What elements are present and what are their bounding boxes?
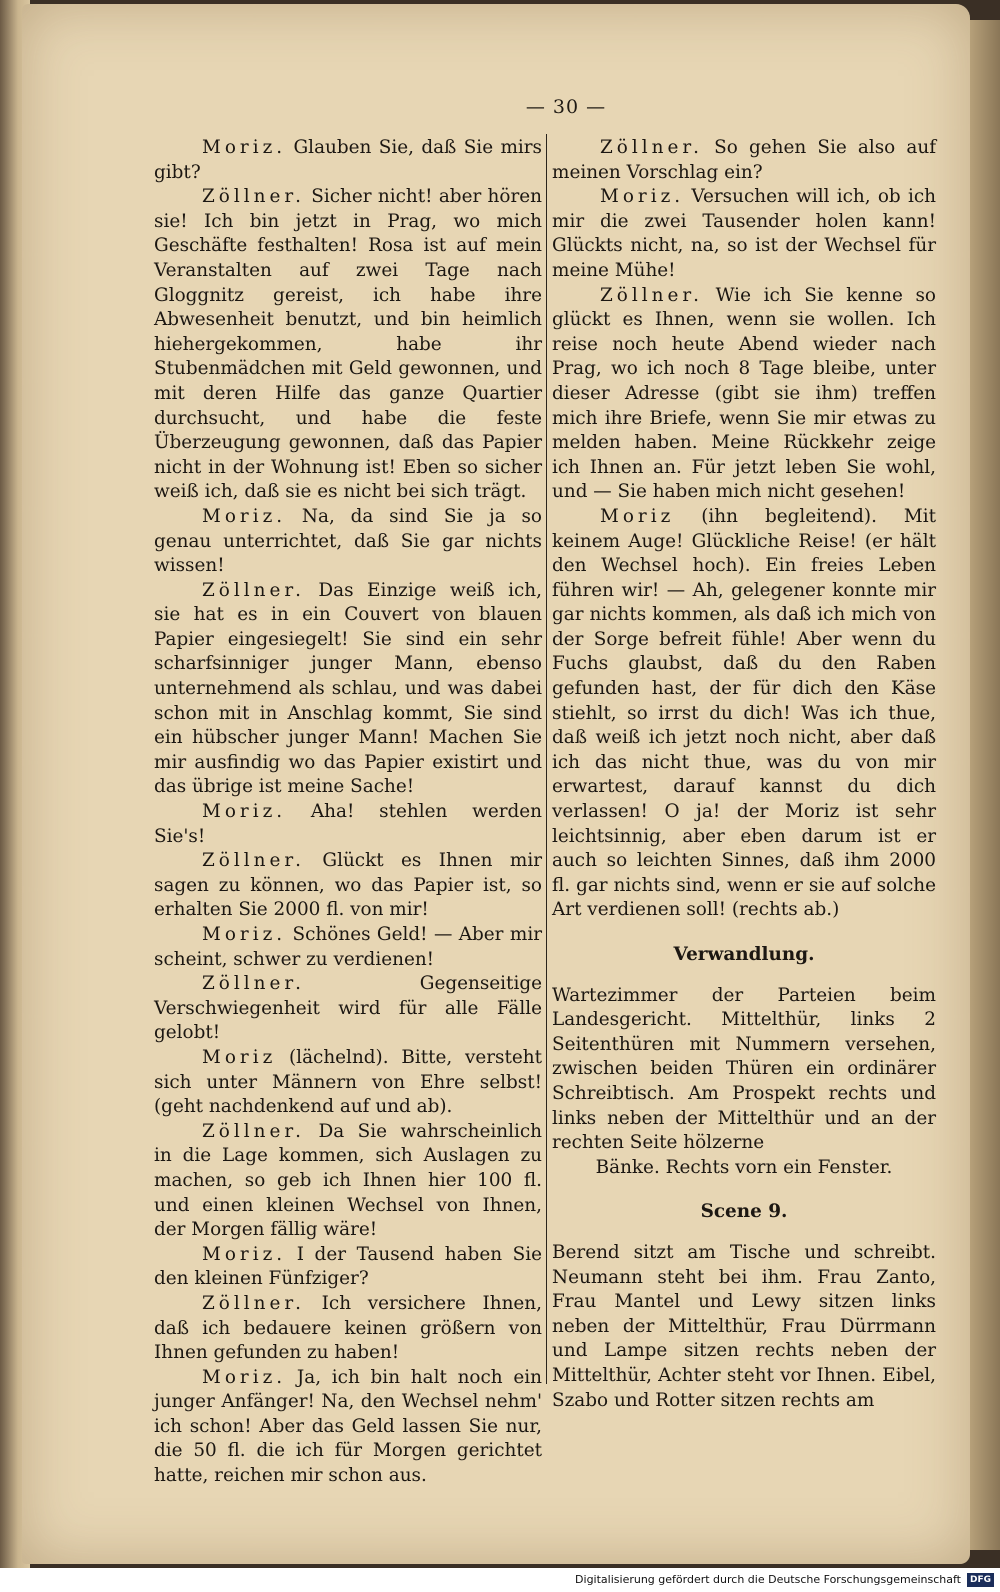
speech: Da Sie wahrscheinlich in die Lage kommen, sich Auslagen zu machen, so geb ich Ihnen hier 100 fl. und einen kleinen Wechsel von Ihnen, der Morgen fällig wäre!	[154, 1120, 542, 1241]
paragraph	[154, 1366, 542, 1489]
dfg-logo: DFG	[967, 1573, 994, 1587]
speech: (ihn begleitend). Mit keinem Auge! Glückliche Reise! (er hält den Wechsel hoch). Ein freies Leben führen wir! — Ah, gelegener konnte mir gar nichts kommen, als daß ich mich von der Sorge befreit fühle! Aber wenn du Fuchs glaubst, daß du den Raben gefunden hast, der für dich den Käse stiehlt, so irrst du dich! Was ich thue, daß weiß ich jetzt noch nicht, aber daß ich das nicht thue, was du von mir erwartest, darauf kannst du dich verlassen! O ja! der Moriz ist sehr leichtsinnig, aber eben darum ist er auch so leichten Sinnes, daß ihm 2000 fl. gar nichts sind, wenn er sie auf solche Art verdienen soll! (rechts ab.)	[552, 505, 936, 921]
speaker: Zöllner.	[202, 186, 305, 208]
speech: Glückt es Ihnen mir sagen zu können, wo das Papier ist, so erhalten Sie 2000 fl. von mir!	[154, 850, 542, 921]
speech: Na, da sind Sie ja so genau unterrichtet, daß Sie gar nichts wissen!	[154, 505, 542, 577]
speech: So gehen Sie also auf meinen Vorschlag ein?	[552, 137, 936, 183]
paragraph	[154, 136, 542, 185]
paragraph	[154, 800, 542, 849]
speech: Aha! stehlen werden Sie's!	[154, 801, 542, 847]
paragraph	[154, 1292, 542, 1366]
speaker: Moriz.	[202, 1366, 287, 1388]
paragraph	[552, 284, 936, 505]
speech: Gegenseitige Verschwiegenheit wird für alle Fälle gelobt!	[154, 973, 542, 1044]
column-divider	[546, 134, 547, 1384]
paragraph	[552, 136, 936, 185]
speech: Das Einzige weiß ich, sie hat es in ein Couvert von blauen Papier eingesiegelt! Sie sind ein sehr scharfsinniger junger Mann, ebenso unternehmend als schlau, und was dabei schon mit in Anschlag kommt, Sie sind ein hübscher junger Mann! Machen Sie mir ausfindig wo das Papier existirt und das übrige ist meine Sache!	[154, 579, 542, 798]
speech: (lächelnd). Bitte, versteht sich unter Männern von Ehre selbst! (geht nachdenkend auf und ab).	[154, 1046, 542, 1118]
speaker: Moriz.	[202, 137, 287, 158]
speaker: Moriz.	[202, 505, 287, 527]
paragraph	[154, 579, 542, 800]
stage-direction-last-line: Bänke. Rechts vorn ein Fenster.	[595, 1156, 893, 1178]
footer-bar	[0, 1568, 1000, 1592]
paragraph	[154, 1046, 542, 1120]
paragraph	[154, 923, 542, 972]
heading-verwandlung: Verwandlung.	[673, 944, 815, 965]
speaker: Zöllner.	[202, 1120, 305, 1142]
speech: Ja, ich bin halt noch ein junger Anfänger! Na, den Wechsel nehm' ich schon! Aber das Geld lassen Sie nur, die 50 fl. die ich für Morgen gerichtet hatte, reichen mir schon aus.	[154, 1366, 542, 1487]
heading-scene: Scene 9.	[700, 1201, 788, 1223]
speaker: Moriz.	[600, 186, 685, 208]
speaker: Zöllner.	[202, 973, 305, 995]
paragraph	[154, 1243, 542, 1292]
paragraph	[154, 185, 542, 505]
paragraph	[552, 185, 936, 283]
speaker: Zöllner.	[202, 1292, 305, 1314]
speaker: Zöllner.	[202, 579, 305, 601]
paragraph	[154, 505, 542, 579]
speaker: Moriz.	[202, 801, 287, 823]
speaker: Moriz	[202, 1046, 277, 1068]
next-page-edge	[968, 20, 1000, 1550]
speaker: Moriz	[600, 505, 675, 527]
speaker: Moriz.	[202, 1243, 287, 1265]
speech: Ich versichere Ihnen, daß ich bedauere keinen größern von Ihnen gefunden zu haben!	[154, 1292, 542, 1364]
speech: I der Tausend haben Sie den kleinen Fünfziger?	[154, 1243, 542, 1290]
speech: Wie ich Sie kenne so glückt es Ihnen, wenn sie wollen. Ich reise noch heute Abend wieder nach Prag, wo ich noch 8 Tage bleibe, unter dieser Adresse (gibt sie ihm) treffen mich ihre Briefe, wenn Sie mir etwas zu melden haben. Meine Rückkehr zeige ich Ihnen an. Für jetzt leben Sie wohl, und — Sie haben mich nicht gesehen!	[552, 284, 936, 503]
speaker: Zöllner.	[202, 850, 305, 872]
paragraph	[154, 1120, 542, 1243]
page-number: — 30 —	[525, 96, 607, 118]
speaker: Zöllner.	[600, 284, 703, 306]
speaker: Moriz.	[202, 924, 287, 945]
footer-text: Digitalisierung gefördert durch die Deutsche Forschungsgemeinschaft	[575, 1573, 961, 1586]
scene-text: Berend sitzt am Tische und schreibt. Neumann steht bei ihm. Frau Zanto, Frau Mantel und Lewy sitzen links neben der Mittelthür, Frau Dürrmann und Lampe sitzen rechts neben der Mittelthür, Achter steht vor Ihnen. Eibel, Szabo und Rotter sitzen rechts am	[552, 1241, 936, 1411]
speech: Versuchen will ich, ob ich mir die zwei Tausender holen kann! Glückts nicht, na, so ist der Wechsel für meine Mühe!	[552, 186, 936, 281]
stage-direction: Wartezimmer der Parteien beim Landesgericht. Mittelthür, links 2 Seitenthüren mit Nummern versehen, zwischen beiden Thüren ein ordinärer Schreibtisch. Am Prospekt rechts und links neben der Mittelthür und an der rechten Seite hölzerne	[552, 984, 936, 1154]
speech: Glauben Sie, daß Sie mirs gibt?	[154, 137, 542, 183]
right-column	[552, 136, 936, 1413]
paragraph	[154, 972, 542, 1046]
left-column	[154, 136, 542, 1489]
paragraph	[154, 849, 542, 923]
paragraph	[552, 505, 936, 923]
speech: Schönes Geld! — Aber mir scheint, schwer zu verdienen!	[154, 924, 542, 970]
speech: Sicher nicht! aber hören sie! Ich bin jetzt in Prag, wo mich Geschäfte festhalten! Rosa ist auf mein Veranstalten auf zwei Tage nach Gloggnitz gereist, ich habe ihre Abwesenheit benutzt, und bin heimlich hiehergekommen, habe ihr Stubenmädchen mit Geld gewonnen, und mit deren Hilfe das ganze Quartier durchsucht, und habe die feste Überzeugung gewonnen, daß das Papier nicht in der Wohnung ist! Eben so sicher weiß ich, daß sie es nicht bei sich trägt.	[154, 186, 542, 503]
speaker: Zöllner.	[600, 137, 703, 158]
